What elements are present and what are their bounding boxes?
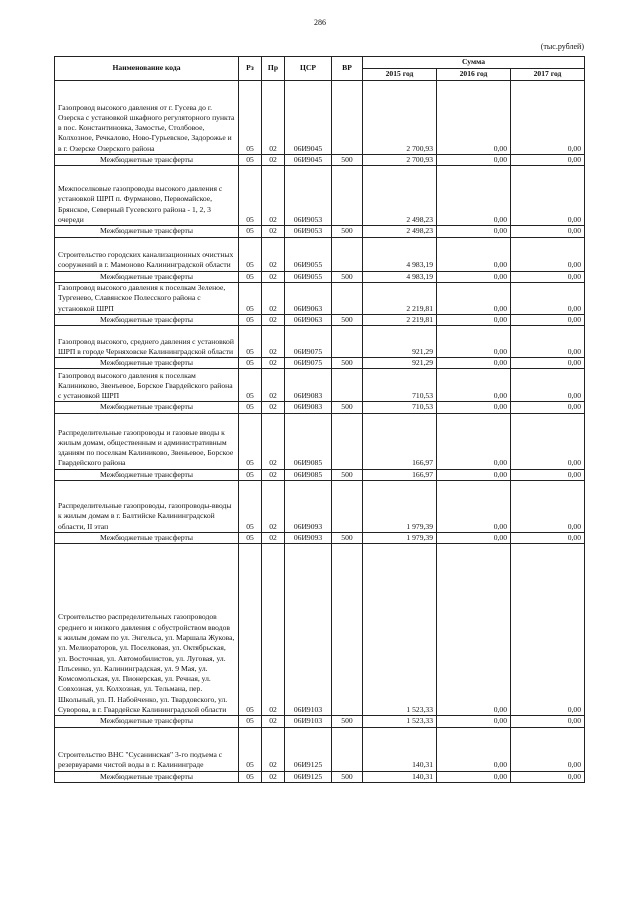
cell-name: Межбюджетные трансферты (55, 155, 239, 166)
cell-name: Межбюджетные трансферты (55, 358, 239, 369)
cell-csr: 06И9045 (285, 81, 332, 155)
cell-rz: 05 (239, 771, 262, 782)
table-row (55, 544, 585, 716)
cell-y2015: 1 979,39 (363, 481, 437, 533)
cell-vr: 500 (332, 358, 363, 369)
table-row (55, 237, 585, 271)
cell-vr (332, 481, 363, 533)
cell-rz: 05 (239, 326, 262, 358)
cell-pr: 02 (262, 155, 285, 166)
cell-csr: 06И9085 (285, 469, 332, 480)
cell-pr: 02 (262, 771, 285, 782)
cell-y2016: 0,00 (437, 326, 511, 358)
cell-y2015: 1 523,33 (363, 716, 437, 727)
cell-rz: 05 (239, 727, 262, 771)
cell-name: Газопровод высокого, среднего давления с установкой ШРП в городе Черняховске Калининградской области (55, 326, 239, 358)
cell-pr: 02 (262, 369, 285, 402)
header-csr: ЦСР (285, 57, 332, 81)
cell-name: Строительство ВНС "Сусанинская" 3-го подъема с резервуарами чистой воды в г. Калининграде (55, 727, 239, 771)
header-name: Наименование кода (55, 57, 239, 81)
cell-y2015: 2 219,81 (363, 314, 437, 325)
cell-y2017: 0,00 (511, 402, 585, 413)
cell-y2016: 0,00 (437, 369, 511, 402)
cell-rz: 05 (239, 544, 262, 716)
cell-y2015: 4 983,19 (363, 237, 437, 271)
cell-y2016: 0,00 (437, 314, 511, 325)
cell-y2015: 921,29 (363, 358, 437, 369)
table-row (55, 727, 585, 771)
cell-rz: 05 (239, 155, 262, 166)
table-row (55, 326, 585, 358)
header-2015: 2015 год (363, 69, 437, 81)
cell-vr (332, 727, 363, 771)
cell-vr: 500 (332, 771, 363, 782)
cell-csr: 06И9093 (285, 533, 332, 544)
cell-name: Распределительные газопроводы и газовые вводы к жилым домам, общественным и административным зданиям по поселкам Калиниково, Звеньевое, Борское Гвардейского района (55, 413, 239, 469)
cell-vr: 500 (332, 716, 363, 727)
cell-pr: 02 (262, 469, 285, 480)
cell-y2015: 140,31 (363, 771, 437, 782)
table-row (55, 402, 585, 413)
cell-csr: 06И9055 (285, 237, 332, 271)
cell-vr: 500 (332, 155, 363, 166)
cell-y2015: 2 700,93 (363, 155, 437, 166)
cell-pr: 02 (262, 716, 285, 727)
cell-vr (332, 369, 363, 402)
cell-csr: 06И9053 (285, 166, 332, 226)
cell-name: Строительство распределительных газопроводов среднего и низкого давления с обустройством вводов к жилым домам по ул. Энгельса, ул. Маршала Жукова, ул. Мелиораторов, ул. Поселковая, ул. Октябрьская, ул. Восточная, ул. Автомобилистов, ул. Луговая, ул. Плъсенко, ул. Калининградская, ул. 9 Мая, ул. Комсомольская, ул. Пионерская, ул. Речная, ул. Совхозная, ул. Колхозная, ул. Тельмана, пер. Школьный, ул. П. Набойченко, ул. Твардовского, ул. Суворова, в г. Гвардейске Калининградской области (55, 544, 239, 716)
cell-name: Межпоселковые газопроводы высокого давления с установкой ШРП п. Фурманово, Первомайское, Брянское, Северный Гусевского района - 1, 2, 3 очереди (55, 166, 239, 226)
cell-y2017: 0,00 (511, 533, 585, 544)
cell-y2017: 0,00 (511, 226, 585, 237)
table-row (55, 369, 585, 402)
cell-csr: 06И9125 (285, 771, 332, 782)
cell-y2015: 2 498,23 (363, 226, 437, 237)
cell-pr: 02 (262, 282, 285, 314)
cell-y2017: 0,00 (511, 544, 585, 716)
cell-y2017: 0,00 (511, 326, 585, 358)
cell-vr (332, 326, 363, 358)
cell-vr (332, 81, 363, 155)
cell-csr: 06И9083 (285, 369, 332, 402)
cell-y2015: 166,97 (363, 469, 437, 480)
cell-name: Межбюджетные трансферты (55, 771, 239, 782)
table-row (55, 282, 585, 314)
cell-y2016: 0,00 (437, 358, 511, 369)
cell-y2017: 0,00 (511, 282, 585, 314)
cell-name: Межбюджетные трансферты (55, 226, 239, 237)
header-2016: 2016 год (437, 69, 511, 81)
cell-y2016: 0,00 (437, 166, 511, 226)
cell-y2015: 710,53 (363, 402, 437, 413)
cell-y2016: 0,00 (437, 155, 511, 166)
header-rz: Рз (239, 57, 262, 81)
cell-csr: 06И9045 (285, 155, 332, 166)
cell-rz: 05 (239, 533, 262, 544)
cell-rz: 05 (239, 716, 262, 727)
cell-rz: 05 (239, 226, 262, 237)
cell-rz: 05 (239, 358, 262, 369)
cell-pr: 02 (262, 226, 285, 237)
cell-y2017: 0,00 (511, 155, 585, 166)
cell-y2016: 0,00 (437, 237, 511, 271)
cell-y2016: 0,00 (437, 226, 511, 237)
cell-y2016: 0,00 (437, 282, 511, 314)
cell-vr (332, 544, 363, 716)
cell-vr: 500 (332, 271, 363, 282)
cell-name: Межбюджетные трансферты (55, 533, 239, 544)
cell-y2015: 1 523,33 (363, 544, 437, 716)
cell-y2015: 1 979,39 (363, 533, 437, 544)
table-row (55, 716, 585, 727)
cell-y2016: 0,00 (437, 402, 511, 413)
cell-y2015: 4 983,19 (363, 271, 437, 282)
cell-y2016: 0,00 (437, 771, 511, 782)
cell-pr: 02 (262, 326, 285, 358)
cell-pr: 02 (262, 166, 285, 226)
table-row (55, 469, 585, 480)
table-row (55, 481, 585, 533)
cell-y2016: 0,00 (437, 533, 511, 544)
cell-csr: 06И9103 (285, 716, 332, 727)
cell-y2015: 2 498,23 (363, 166, 437, 226)
cell-y2017: 0,00 (511, 358, 585, 369)
table-body (55, 81, 585, 783)
cell-pr: 02 (262, 481, 285, 533)
cell-y2015: 710,53 (363, 369, 437, 402)
cell-rz: 05 (239, 237, 262, 271)
cell-vr (332, 166, 363, 226)
cell-csr: 06И9055 (285, 271, 332, 282)
cell-y2017: 0,00 (511, 469, 585, 480)
cell-name: Газопровод высокого давления от г. Гусева до г. Озерска с установкой шкафного регуляторного пункта в пос. Константиновка, Замостье, Столбовое, Колхозное, Речкалово, Ново-Гурьевское, Задорожье и в г. Озерске Озерского района (55, 81, 239, 155)
cell-rz: 05 (239, 469, 262, 480)
cell-pr: 02 (262, 533, 285, 544)
cell-vr: 500 (332, 226, 363, 237)
table-row (55, 533, 585, 544)
table-row (55, 155, 585, 166)
cell-name: Межбюджетные трансферты (55, 402, 239, 413)
cell-pr: 02 (262, 81, 285, 155)
cell-rz: 05 (239, 413, 262, 469)
cell-name: Газопровод высокого давления к поселкам Зеленое, Тургенево, Славянское Полесского района с установкой ШРП (55, 282, 239, 314)
cell-y2017: 0,00 (511, 237, 585, 271)
cell-y2017: 0,00 (511, 369, 585, 402)
cell-y2015: 2 219,81 (363, 282, 437, 314)
cell-csr: 06И9063 (285, 282, 332, 314)
header-2017: 2017 год (511, 69, 585, 81)
cell-y2016: 0,00 (437, 271, 511, 282)
cell-y2016: 0,00 (437, 81, 511, 155)
cell-rz: 05 (239, 166, 262, 226)
cell-name: Межбюджетные трансферты (55, 469, 239, 480)
cell-rz: 05 (239, 314, 262, 325)
cell-pr: 02 (262, 727, 285, 771)
cell-csr: 06И9083 (285, 402, 332, 413)
table-row (55, 271, 585, 282)
cell-vr (332, 413, 363, 469)
units-label: (тыс.рублей) (540, 42, 584, 51)
cell-vr: 500 (332, 533, 363, 544)
cell-pr: 02 (262, 271, 285, 282)
table-row (55, 771, 585, 782)
table-row (55, 226, 585, 237)
cell-csr: 06И9075 (285, 326, 332, 358)
header-pr: Пр (262, 57, 285, 81)
cell-pr: 02 (262, 358, 285, 369)
cell-y2015: 2 700,93 (363, 81, 437, 155)
table-row (55, 81, 585, 155)
cell-rz: 05 (239, 282, 262, 314)
cell-rz: 05 (239, 402, 262, 413)
cell-y2017: 0,00 (511, 771, 585, 782)
cell-name: Межбюджетные трансферты (55, 271, 239, 282)
cell-name: Межбюджетные трансферты (55, 716, 239, 727)
cell-rz: 05 (239, 271, 262, 282)
cell-pr: 02 (262, 237, 285, 271)
cell-y2016: 0,00 (437, 469, 511, 480)
table-row (55, 358, 585, 369)
cell-pr: 02 (262, 413, 285, 469)
cell-vr: 500 (332, 314, 363, 325)
cell-csr: 06И9053 (285, 226, 332, 237)
cell-name: Газопровод высокого давления к поселкам Калиниково, Звенъевое, Борское Гвардейского района с установкой ШРП (55, 369, 239, 402)
cell-y2016: 0,00 (437, 727, 511, 771)
cell-pr: 02 (262, 544, 285, 716)
cell-y2015: 140,31 (363, 727, 437, 771)
cell-csr: 06И9075 (285, 358, 332, 369)
cell-vr: 500 (332, 469, 363, 480)
cell-vr (332, 282, 363, 314)
budget-table (54, 56, 585, 783)
cell-rz: 05 (239, 369, 262, 402)
cell-y2017: 0,00 (511, 716, 585, 727)
cell-csr: 06И9103 (285, 544, 332, 716)
cell-rz: 05 (239, 481, 262, 533)
cell-name: Распределительные газопроводы, газопроводы-вводы к жилым домам в г. Балтийске Калининградской области, II этап (55, 481, 239, 533)
cell-y2015: 921,29 (363, 326, 437, 358)
cell-y2017: 0,00 (511, 271, 585, 282)
cell-csr: 06И9093 (285, 481, 332, 533)
cell-y2016: 0,00 (437, 544, 511, 716)
cell-csr: 06И9125 (285, 727, 332, 771)
cell-rz: 05 (239, 81, 262, 155)
cell-y2016: 0,00 (437, 716, 511, 727)
cell-csr: 06И9063 (285, 314, 332, 325)
cell-csr: 06И9085 (285, 413, 332, 469)
cell-y2015: 166,97 (363, 413, 437, 469)
cell-pr: 02 (262, 402, 285, 413)
cell-y2017: 0,00 (511, 314, 585, 325)
cell-y2017: 0,00 (511, 481, 585, 533)
cell-y2017: 0,00 (511, 166, 585, 226)
cell-vr (332, 237, 363, 271)
table-row (55, 314, 585, 325)
cell-y2016: 0,00 (437, 413, 511, 469)
page-number: 286 (314, 18, 326, 27)
header-vr: ВР (332, 57, 363, 81)
header-sum: Сумма (363, 57, 585, 69)
cell-y2017: 0,00 (511, 727, 585, 771)
cell-y2017: 0,00 (511, 413, 585, 469)
table-row (55, 413, 585, 469)
cell-pr: 02 (262, 314, 285, 325)
table-row (55, 166, 585, 226)
cell-name: Строительство городских канализационных очистных сооружений в г. Мамоново Калининградской области (55, 237, 239, 271)
cell-y2016: 0,00 (437, 481, 511, 533)
cell-y2017: 0,00 (511, 81, 585, 155)
cell-vr: 500 (332, 402, 363, 413)
cell-name: Межбюджетные трансферты (55, 314, 239, 325)
